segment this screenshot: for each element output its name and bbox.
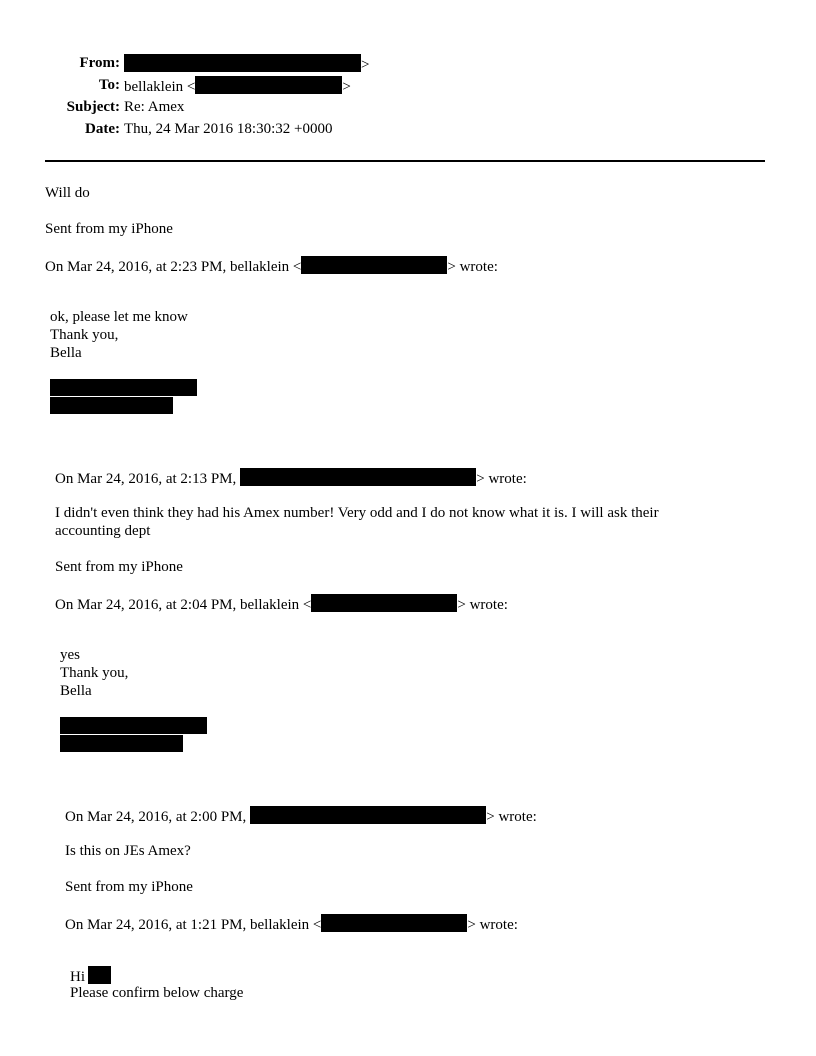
quote-prefix: On Mar 24, 2016, at 2:23 PM, bellaklein <: [45, 259, 302, 275]
message-line: ok, please let me know: [50, 309, 188, 325]
quote-prefix: On Mar 24, 2016, at 2:00 PM,: [65, 809, 247, 825]
quote-attribution: [55, 468, 527, 488]
redaction-box: [240, 468, 476, 486]
quote-attribution: [55, 594, 508, 614]
signature: Sent from my iPhone: [55, 559, 183, 575]
to-prefix: bellaklein <: [124, 79, 196, 95]
quote-prefix: On Mar 24, 2016, at 2:04 PM, bellaklein <: [55, 597, 312, 613]
quote-attribution: [65, 806, 537, 826]
date-value: Thu, 24 Mar 2016 18:30:32 +0000: [124, 121, 333, 137]
subject-value: Re: Amex: [124, 99, 185, 115]
greeting: Hi: [70, 969, 85, 985]
to-suffix: >: [342, 79, 351, 95]
quote-attribution: [45, 256, 498, 276]
message-line: Please confirm below charge: [70, 985, 244, 1001]
quote-suffix: > wrote:: [457, 597, 508, 613]
message-line: Is this on JEs Amex?: [65, 843, 191, 859]
message-line: accounting dept: [55, 523, 151, 539]
quote-suffix: > wrote:: [467, 917, 518, 933]
message-line: Bella: [60, 683, 92, 699]
quote-prefix: On Mar 24, 2016, at 1:21 PM, bellaklein <: [65, 917, 322, 933]
subject-label: Subject:: [66, 99, 120, 115]
redaction-box: [195, 76, 342, 94]
from-label: From:: [79, 55, 120, 71]
message-line: [70, 966, 111, 986]
redaction-box: [301, 256, 447, 274]
quote-suffix: > wrote:: [486, 809, 537, 825]
signature: Sent from my iPhone: [45, 221, 173, 237]
redaction-box: [60, 717, 207, 734]
redaction-box: [88, 966, 111, 984]
quote-suffix: > wrote:: [476, 471, 527, 487]
to-label: To:: [98, 77, 120, 93]
date-label: Date:: [85, 121, 120, 137]
signature: Sent from my iPhone: [65, 879, 193, 895]
redaction-box: [50, 397, 173, 414]
message-line: I didn't even think they had his Amex number! Very odd and I do not know what it is. I will ask their: [55, 505, 659, 521]
quote-attribution: [65, 914, 518, 934]
from-suffix: >: [361, 57, 370, 73]
redaction-box: [124, 54, 361, 72]
message-line: yes: [60, 647, 80, 663]
redaction-box: [50, 379, 197, 396]
from-value: [124, 54, 369, 74]
redaction-box: [321, 914, 467, 932]
redaction-box: [250, 806, 486, 824]
message-line: Thank you,: [50, 327, 119, 343]
quote-suffix: > wrote:: [447, 259, 498, 275]
reply-text: Will do: [45, 185, 90, 201]
redaction-box: [311, 594, 457, 612]
message-line: Bella: [50, 345, 82, 361]
message-line: Thank you,: [60, 665, 129, 681]
header-divider: [45, 160, 765, 162]
redaction-box: [60, 735, 183, 752]
quote-prefix: On Mar 24, 2016, at 2:13 PM,: [55, 471, 237, 487]
to-value: [124, 76, 351, 96]
